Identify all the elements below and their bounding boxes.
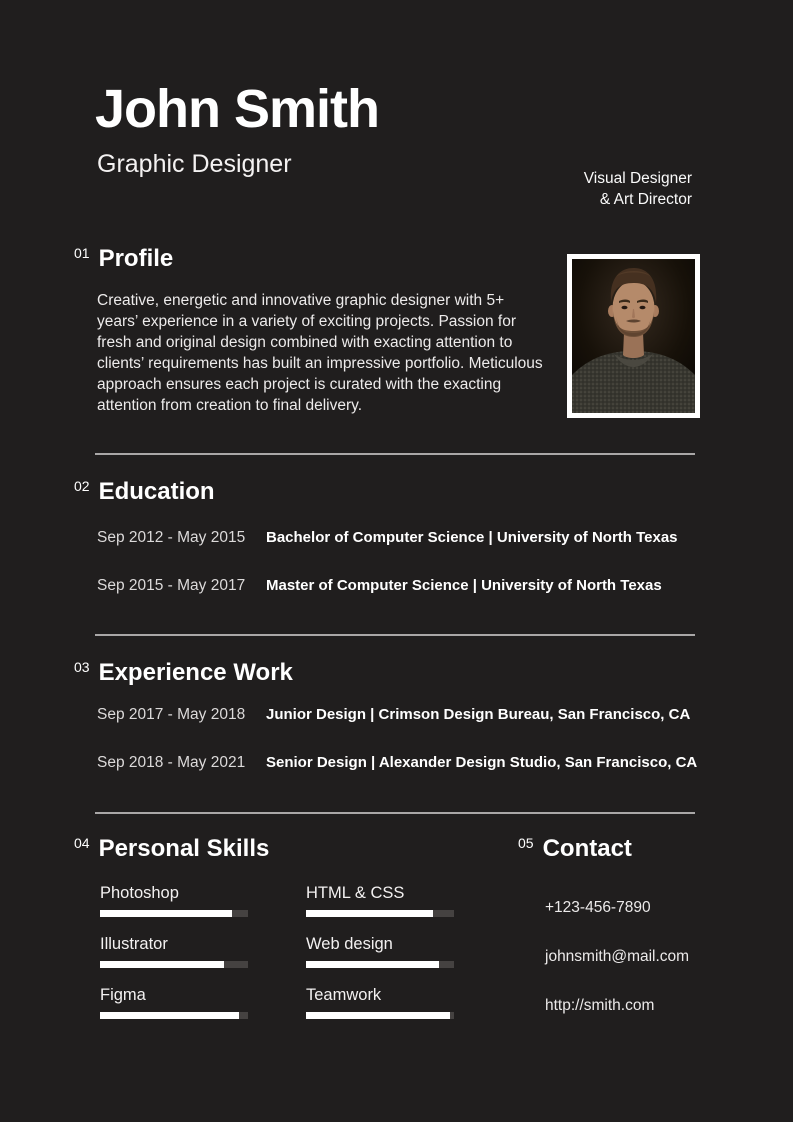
skill-label: HTML & CSS	[306, 884, 405, 902]
section-divider	[95, 634, 695, 636]
experience-row	[97, 754, 697, 772]
skill-bar-fill	[100, 1012, 239, 1019]
experience-row	[97, 706, 690, 724]
contact-list	[545, 899, 689, 1046]
contact-phone: +123-456-7890	[545, 899, 651, 916]
education-section-number: 02	[74, 478, 90, 494]
experience-section-title: Experience Work	[98, 659, 293, 686]
skill-bar-track	[306, 910, 454, 917]
experience-dates: Sep 2018 - May 2021	[97, 754, 246, 771]
skill-bar-track	[100, 1012, 248, 1019]
profile-section-title: Profile	[98, 245, 174, 272]
section-divider	[95, 453, 695, 455]
education-dates: Sep 2015 - May 2017	[97, 577, 246, 594]
skill-label: Photoshop	[100, 884, 179, 902]
skills-grid	[100, 884, 454, 1019]
education-detail: Bachelor of Computer Science | University of North Texas	[266, 529, 678, 546]
skill-item	[100, 986, 248, 1019]
skill-item	[100, 884, 248, 917]
portrait-photo-illustration	[572, 259, 695, 413]
profile-summary-text: Creative, energetic and innovative graphic designer with 5+ years’ experience in a variety of exciting projects. Passion for fresh and original design combined with exacting attention to clients’ requirements has built an impressive portfolio. Meticulous approach ensures each project is curated with the exacting attention from creation to final delivery.	[97, 292, 543, 414]
contact-section-heading	[518, 836, 632, 862]
education-section-heading	[74, 479, 215, 505]
education-detail: Master of Computer Science | University of North Texas	[266, 577, 662, 594]
skill-item	[306, 884, 454, 917]
skill-item	[100, 935, 248, 968]
education-section-title: Education	[98, 478, 215, 505]
profile-section-heading	[74, 246, 173, 272]
skill-bar-fill	[306, 961, 439, 968]
skill-bar-track	[306, 961, 454, 968]
person-name: John Smith	[95, 79, 379, 139]
skills-section-title: Personal Skills	[98, 835, 270, 862]
experience-section-number: 03	[74, 659, 90, 675]
skill-item	[306, 986, 454, 1019]
skill-label: Illustrator	[100, 935, 168, 953]
skill-item	[306, 935, 454, 968]
contact-email: johnsmith@mail.com	[545, 948, 690, 965]
skill-label: Web design	[306, 935, 393, 953]
header-tagline	[584, 168, 692, 210]
skill-bar-fill	[306, 1012, 450, 1019]
skill-bar-track	[306, 1012, 454, 1019]
portrait-photo	[567, 254, 700, 418]
experience-detail: Junior Design | Crimson Design Bureau, San Francisco, CA	[266, 706, 691, 723]
person-role: Graphic Designer	[97, 150, 292, 178]
education-row	[97, 577, 662, 595]
education-row	[97, 529, 678, 547]
contact-section-number: 05	[518, 835, 534, 851]
contact-website: http://smith.com	[545, 997, 655, 1014]
tagline-line-1: Visual Designer	[583, 170, 692, 187]
skill-bar-fill	[306, 910, 433, 917]
experience-dates: Sep 2017 - May 2018	[97, 706, 246, 723]
skill-bar-track	[100, 961, 248, 968]
skills-section-number: 04	[74, 835, 90, 851]
skill-label: Figma	[100, 986, 146, 1004]
skill-label: Teamwork	[306, 986, 382, 1004]
experience-section-heading	[74, 660, 293, 686]
profile-section-number: 01	[74, 245, 90, 261]
section-divider	[95, 812, 695, 814]
tagline-line-2: & Art Director	[599, 191, 692, 208]
skills-section-heading	[74, 836, 269, 862]
skill-bar-fill	[100, 961, 224, 968]
skill-bar-fill	[100, 910, 232, 917]
experience-detail: Senior Design | Alexander Design Studio, San Francisco, CA	[266, 754, 698, 771]
contact-section-title: Contact	[542, 835, 632, 862]
skill-bar-track	[100, 910, 248, 917]
education-dates: Sep 2012 - May 2015	[97, 529, 246, 546]
